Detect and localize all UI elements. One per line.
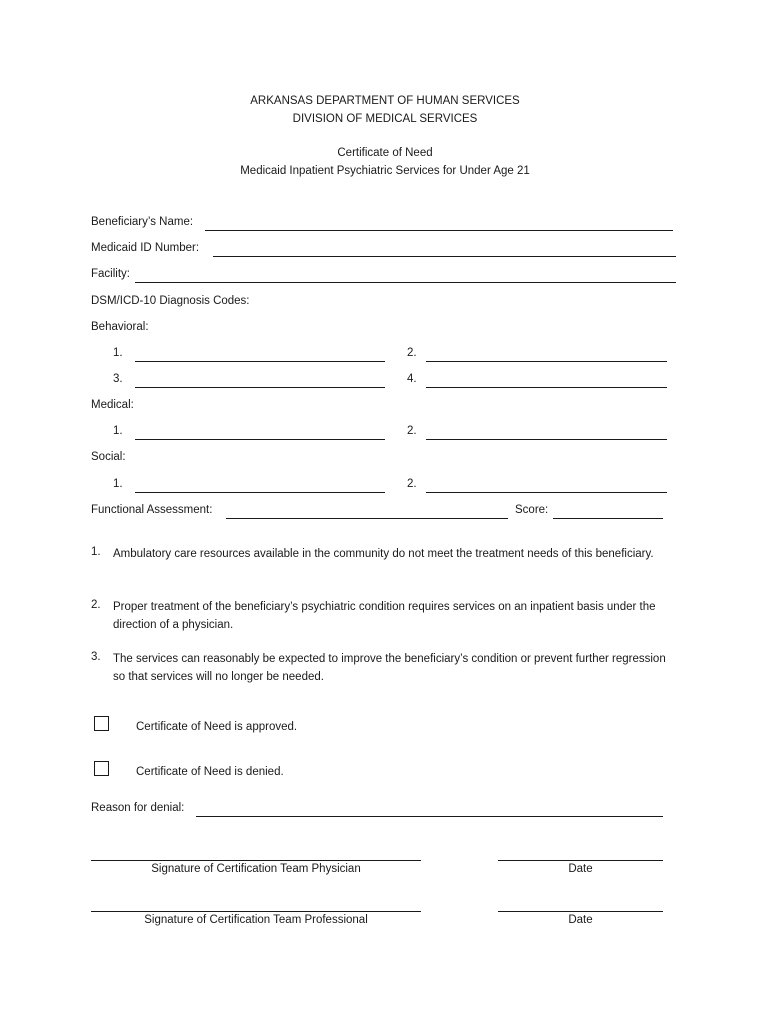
functional-assessment-label: Functional Assessment: — [91, 504, 213, 516]
social-number-1: 1. — [113, 478, 123, 490]
behavioral-code-1-field[interactable] — [135, 361, 385, 362]
agency-name: ARKANSAS DEPARTMENT OF HUMAN SERVICES — [250, 95, 520, 107]
physician-signature-label: Signature of Certification Team Physician — [151, 863, 361, 875]
criterion-1-number: 1. — [91, 546, 101, 558]
behavioral-number-3: 3. — [113, 373, 123, 385]
social-number-2: 2. — [407, 478, 417, 490]
score-field[interactable] — [553, 518, 663, 519]
behavioral-code-4-field[interactable] — [426, 387, 667, 388]
form-subtitle: Medicaid Inpatient Psychiatric Services for Under Age 21 — [240, 165, 530, 177]
approved-checkbox[interactable] — [94, 716, 109, 731]
criterion-3-text: The services can reasonably be expected to improve the beneficiary’s condition or prevent further regression so that services will no longer be needed. — [113, 653, 666, 683]
reason-for-denial-label: Reason for denial: — [91, 802, 185, 814]
social-label: Social: — [91, 451, 126, 463]
criterion-1-text: Ambulatory care resources available in the community do not meet the treatment needs of this beneficiary. — [113, 548, 654, 560]
reason-for-denial-field[interactable] — [196, 816, 663, 817]
medicaid-id-field[interactable] — [213, 256, 676, 257]
denied-checkbox[interactable] — [94, 761, 109, 776]
facility-field[interactable] — [135, 282, 676, 283]
medicaid-id-label: Medicaid ID Number: — [91, 242, 200, 254]
professional-signature-field[interactable] — [91, 911, 421, 912]
score-label: Score: — [515, 504, 549, 516]
social-code-2-field[interactable] — [426, 492, 667, 493]
diagnosis-codes-label: DSM/ICD-10 Diagnosis Codes: — [91, 295, 250, 307]
division-name: DIVISION OF MEDICAL SERVICES — [292, 113, 478, 125]
professional-date-field[interactable] — [498, 911, 663, 912]
beneficiary-name-label: Beneficiary’s Name: — [91, 216, 194, 228]
behavioral-code-2-field[interactable] — [426, 361, 667, 362]
facility-label: Facility: — [91, 268, 130, 280]
physician-date-label: Date — [568, 863, 593, 875]
functional-assessment-field[interactable] — [226, 518, 508, 519]
behavioral-number-2: 2. — [407, 347, 417, 359]
physician-date-field[interactable] — [498, 860, 663, 861]
professional-signature-label: Signature of Certification Team Professional — [144, 914, 368, 926]
behavioral-label: Behavioral: — [91, 321, 149, 333]
behavioral-number-4: 4. — [407, 373, 417, 385]
denied-label: Certificate of Need is denied. — [136, 766, 284, 778]
medical-number-1: 1. — [113, 425, 123, 437]
medical-code-1-field[interactable] — [135, 439, 385, 440]
criterion-2-number: 2. — [91, 599, 101, 611]
social-code-1-field[interactable] — [135, 492, 385, 493]
behavioral-code-3-field[interactable] — [135, 387, 385, 388]
professional-date-label: Date — [568, 914, 593, 926]
approved-label: Certificate of Need is approved. — [136, 721, 298, 733]
medical-label: Medical: — [91, 399, 134, 411]
criterion-3-number: 3. — [91, 651, 101, 663]
form-title: Certificate of Need — [337, 147, 433, 159]
physician-signature-field[interactable] — [91, 860, 421, 861]
medical-number-2: 2. — [407, 425, 417, 437]
beneficiary-name-field[interactable] — [205, 230, 673, 231]
behavioral-number-1: 1. — [113, 347, 123, 359]
medical-code-2-field[interactable] — [426, 439, 667, 440]
criterion-2-text: Proper treatment of the beneficiary’s psychiatric condition requires services on an inpatient basis under the direction of a physician. — [113, 601, 656, 631]
